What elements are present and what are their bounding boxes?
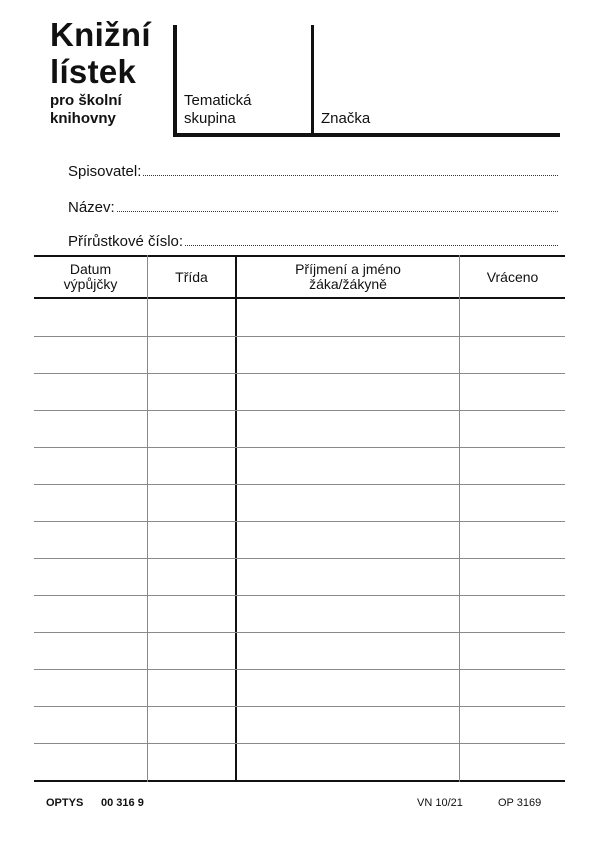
table-row-rule (34, 373, 565, 374)
table-row-rule (34, 558, 565, 559)
accession-label: Přírůstkové číslo: (68, 233, 184, 250)
footer-product: OP 3169 (498, 797, 542, 809)
column-header-class-label: Třída (175, 269, 208, 285)
card-subtitle-line2: knihovny (50, 110, 116, 127)
column-header-date-line2: výpůjčky (63, 276, 118, 292)
column-header-class (148, 270, 235, 285)
table-row-rule (34, 410, 565, 411)
column-header-returned-label: Vráceno (486, 269, 539, 285)
table-row-rule (34, 595, 565, 596)
table-bottom-rule (34, 780, 565, 782)
card-title-line1: Knižní (50, 16, 151, 53)
thematic-group-label-line2: skupina (184, 110, 236, 127)
mark-label: Značka (321, 110, 371, 127)
column-header-name-line2: žáka/žákyně (309, 276, 387, 292)
column-divider-main (235, 255, 237, 782)
table-row-rule (34, 484, 565, 485)
thematic-group-label-line1: Tematická (184, 92, 252, 109)
table-row-rule (34, 632, 565, 633)
table-header-bottom-rule (34, 297, 565, 299)
column-header-name-line1: Příjmení a jméno (295, 261, 401, 277)
table-row-rule (34, 336, 565, 337)
footer-code: 00 316 9 (101, 797, 144, 809)
column-divider-1 (147, 255, 148, 782)
footer-brand: OPTYS (46, 797, 84, 809)
column-header-name (237, 262, 459, 292)
column-header-date (34, 262, 147, 292)
table-row-rule (34, 521, 565, 522)
column-header-returned (460, 270, 565, 285)
table-row-rule (34, 669, 565, 670)
table-top-rule (34, 255, 565, 257)
card-subtitle-line1: pro školní (50, 92, 122, 109)
column-header-date-line1: Datum (69, 261, 112, 277)
table-row-rule (34, 447, 565, 448)
table-row-rule (34, 743, 565, 744)
card-title-line2: lístek (50, 53, 137, 90)
title-label: Název: (68, 199, 115, 216)
author-label: Spisovatel: (68, 163, 142, 180)
table-row-rule (34, 706, 565, 707)
footer-version: VN 10/21 (417, 797, 463, 809)
column-divider-3 (459, 255, 460, 782)
